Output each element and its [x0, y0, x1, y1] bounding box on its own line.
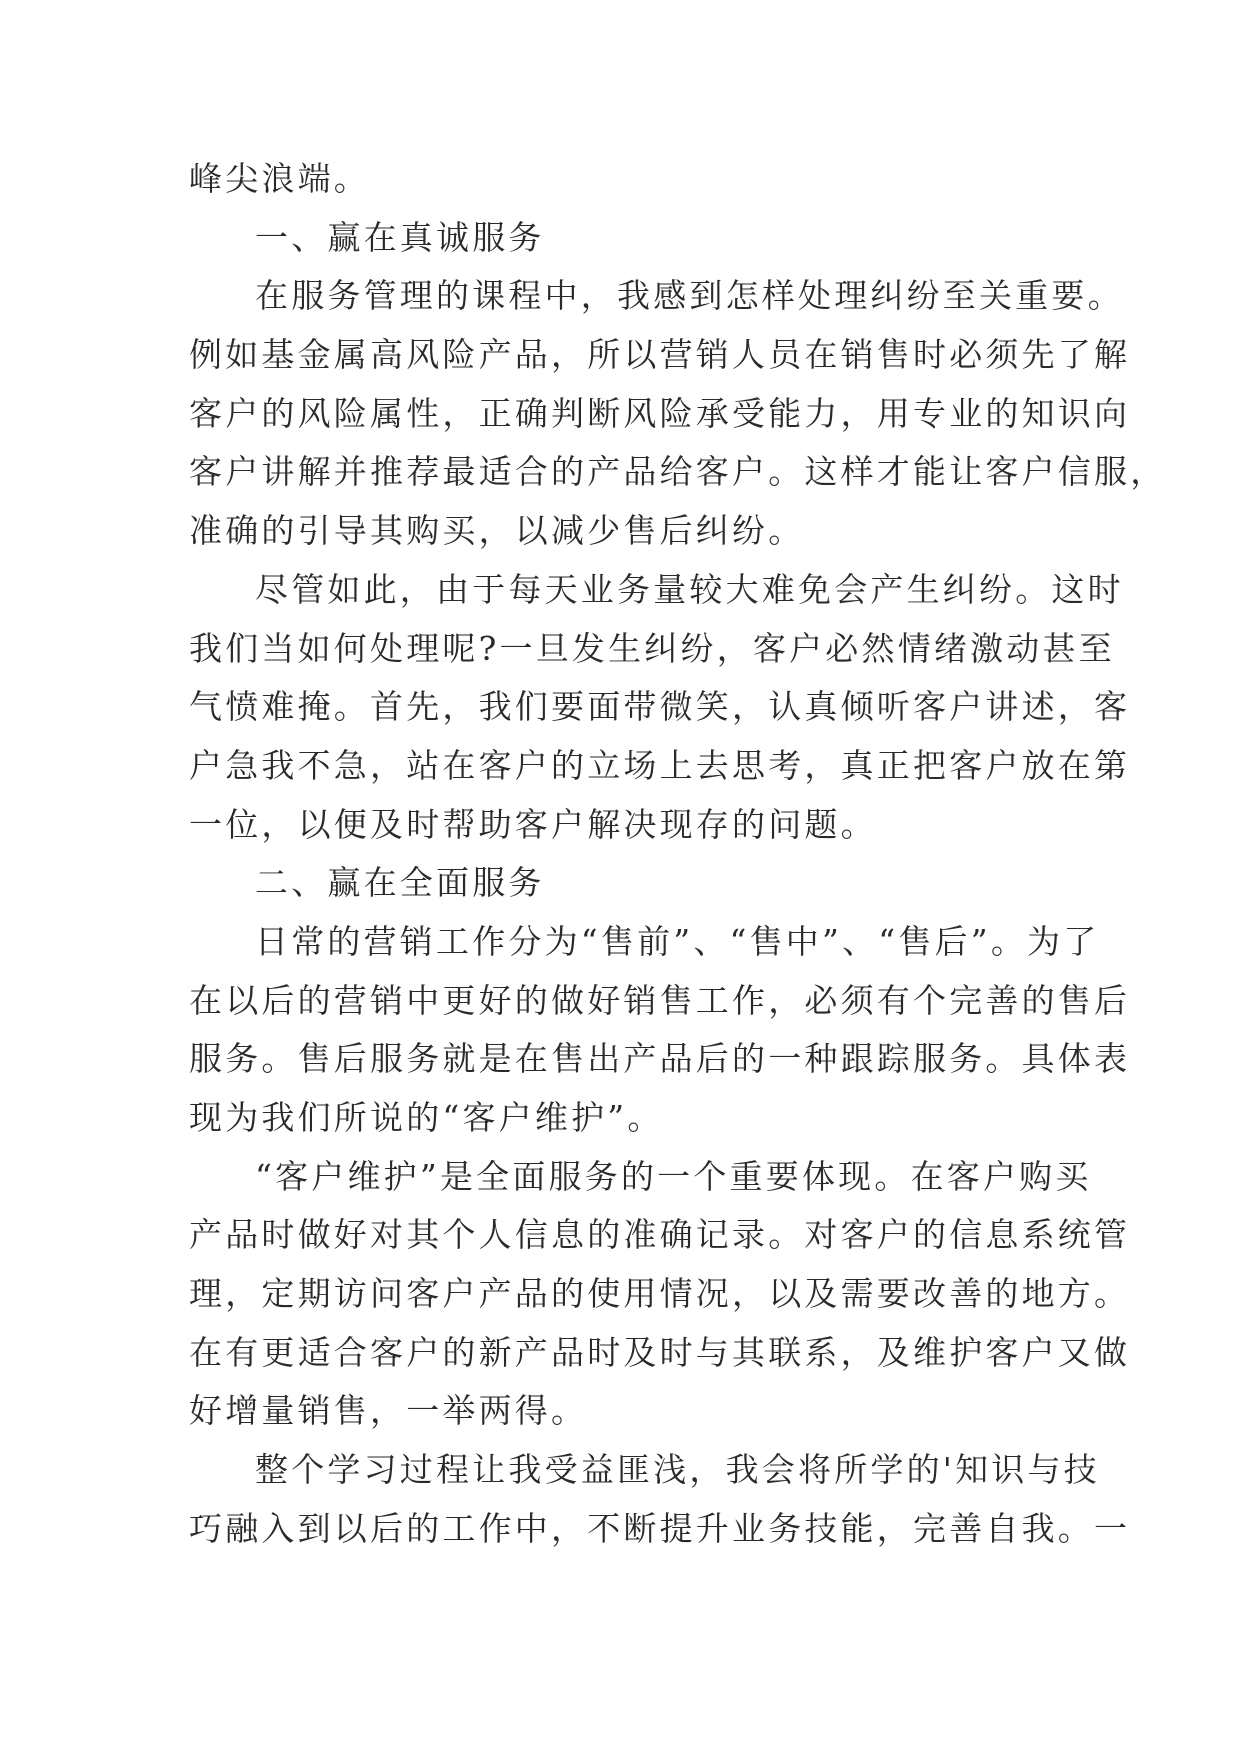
- text-line: 我们当如何处理呢?一旦发生纠纷，客户必然情绪激动甚至: [189, 628, 1115, 668]
- text-line: 例如基金属高风险产品，所以营销人员在销售时必须先了解: [189, 335, 1131, 375]
- text-line: 一位，以便及时帮助客户解决现存的问题。: [189, 804, 877, 844]
- text-line: 客户的风险属性，正确判断风险承受能力，用专业的知识向: [189, 393, 1131, 433]
- text-line: 巧融入到以后的工作中，不断提升业务技能，完善自我。一: [189, 1508, 1131, 1548]
- text-line: 好增量销售，一举两得。: [189, 1391, 588, 1431]
- text-line: 尽管如此，由于每天业务量较大难免会产生纠纷。这时: [255, 569, 1124, 609]
- text-line: 理，定期访问客户产品的使用情况，以及需要改善的地方。: [189, 1274, 1131, 1314]
- text-line: 服务。售后服务就是在售出产品后的一种跟踪服务。具体表: [189, 1039, 1131, 1079]
- text-line: 户急我不急，站在客户的立场上去思考，真正把客户放在第: [189, 745, 1131, 785]
- text-line: 在以后的营销中更好的做好销售工作，必须有个完善的售后: [189, 980, 1131, 1020]
- text-line: “客户维护”是全面服务的一个重要体现。在客户购买: [255, 1156, 1092, 1196]
- text-line: 在有更适合客户的新产品时及时与其联系，及维护客户又做: [189, 1332, 1131, 1372]
- text-line: 峰尖浪端。: [189, 159, 370, 198]
- text-line: 客户讲解并推荐最适合的产品给客户。这样才能让客户信服，: [189, 452, 1167, 492]
- text-line: 在服务管理的课程中，我感到怎样处理纠纷至关重要。: [255, 276, 1124, 316]
- section-heading-1: 一、赢在真诚服务: [255, 217, 545, 257]
- text-line: 气愤难掩。首先，我们要面带微笑，认真倾听客户讲述，客: [189, 687, 1131, 727]
- text-line: 产品时做好对其个人信息的准确记录。对客户的信息系统管: [189, 1215, 1131, 1255]
- document-body: [189, 150, 1167, 1559]
- text-line: 准确的引导其购买，以减少售后纠纷。: [189, 511, 805, 551]
- text-line: 整个学习过程让我受益匪浅，我会将所学的'知识与技: [255, 1450, 1100, 1490]
- text-line: 日常的营销工作分为“售前”、“售中”、“售后”。为了: [255, 921, 1100, 961]
- section-heading-2: 二、赢在全面服务: [255, 863, 545, 903]
- text-line: 现为我们所说的“客户维护”。: [189, 1098, 664, 1137]
